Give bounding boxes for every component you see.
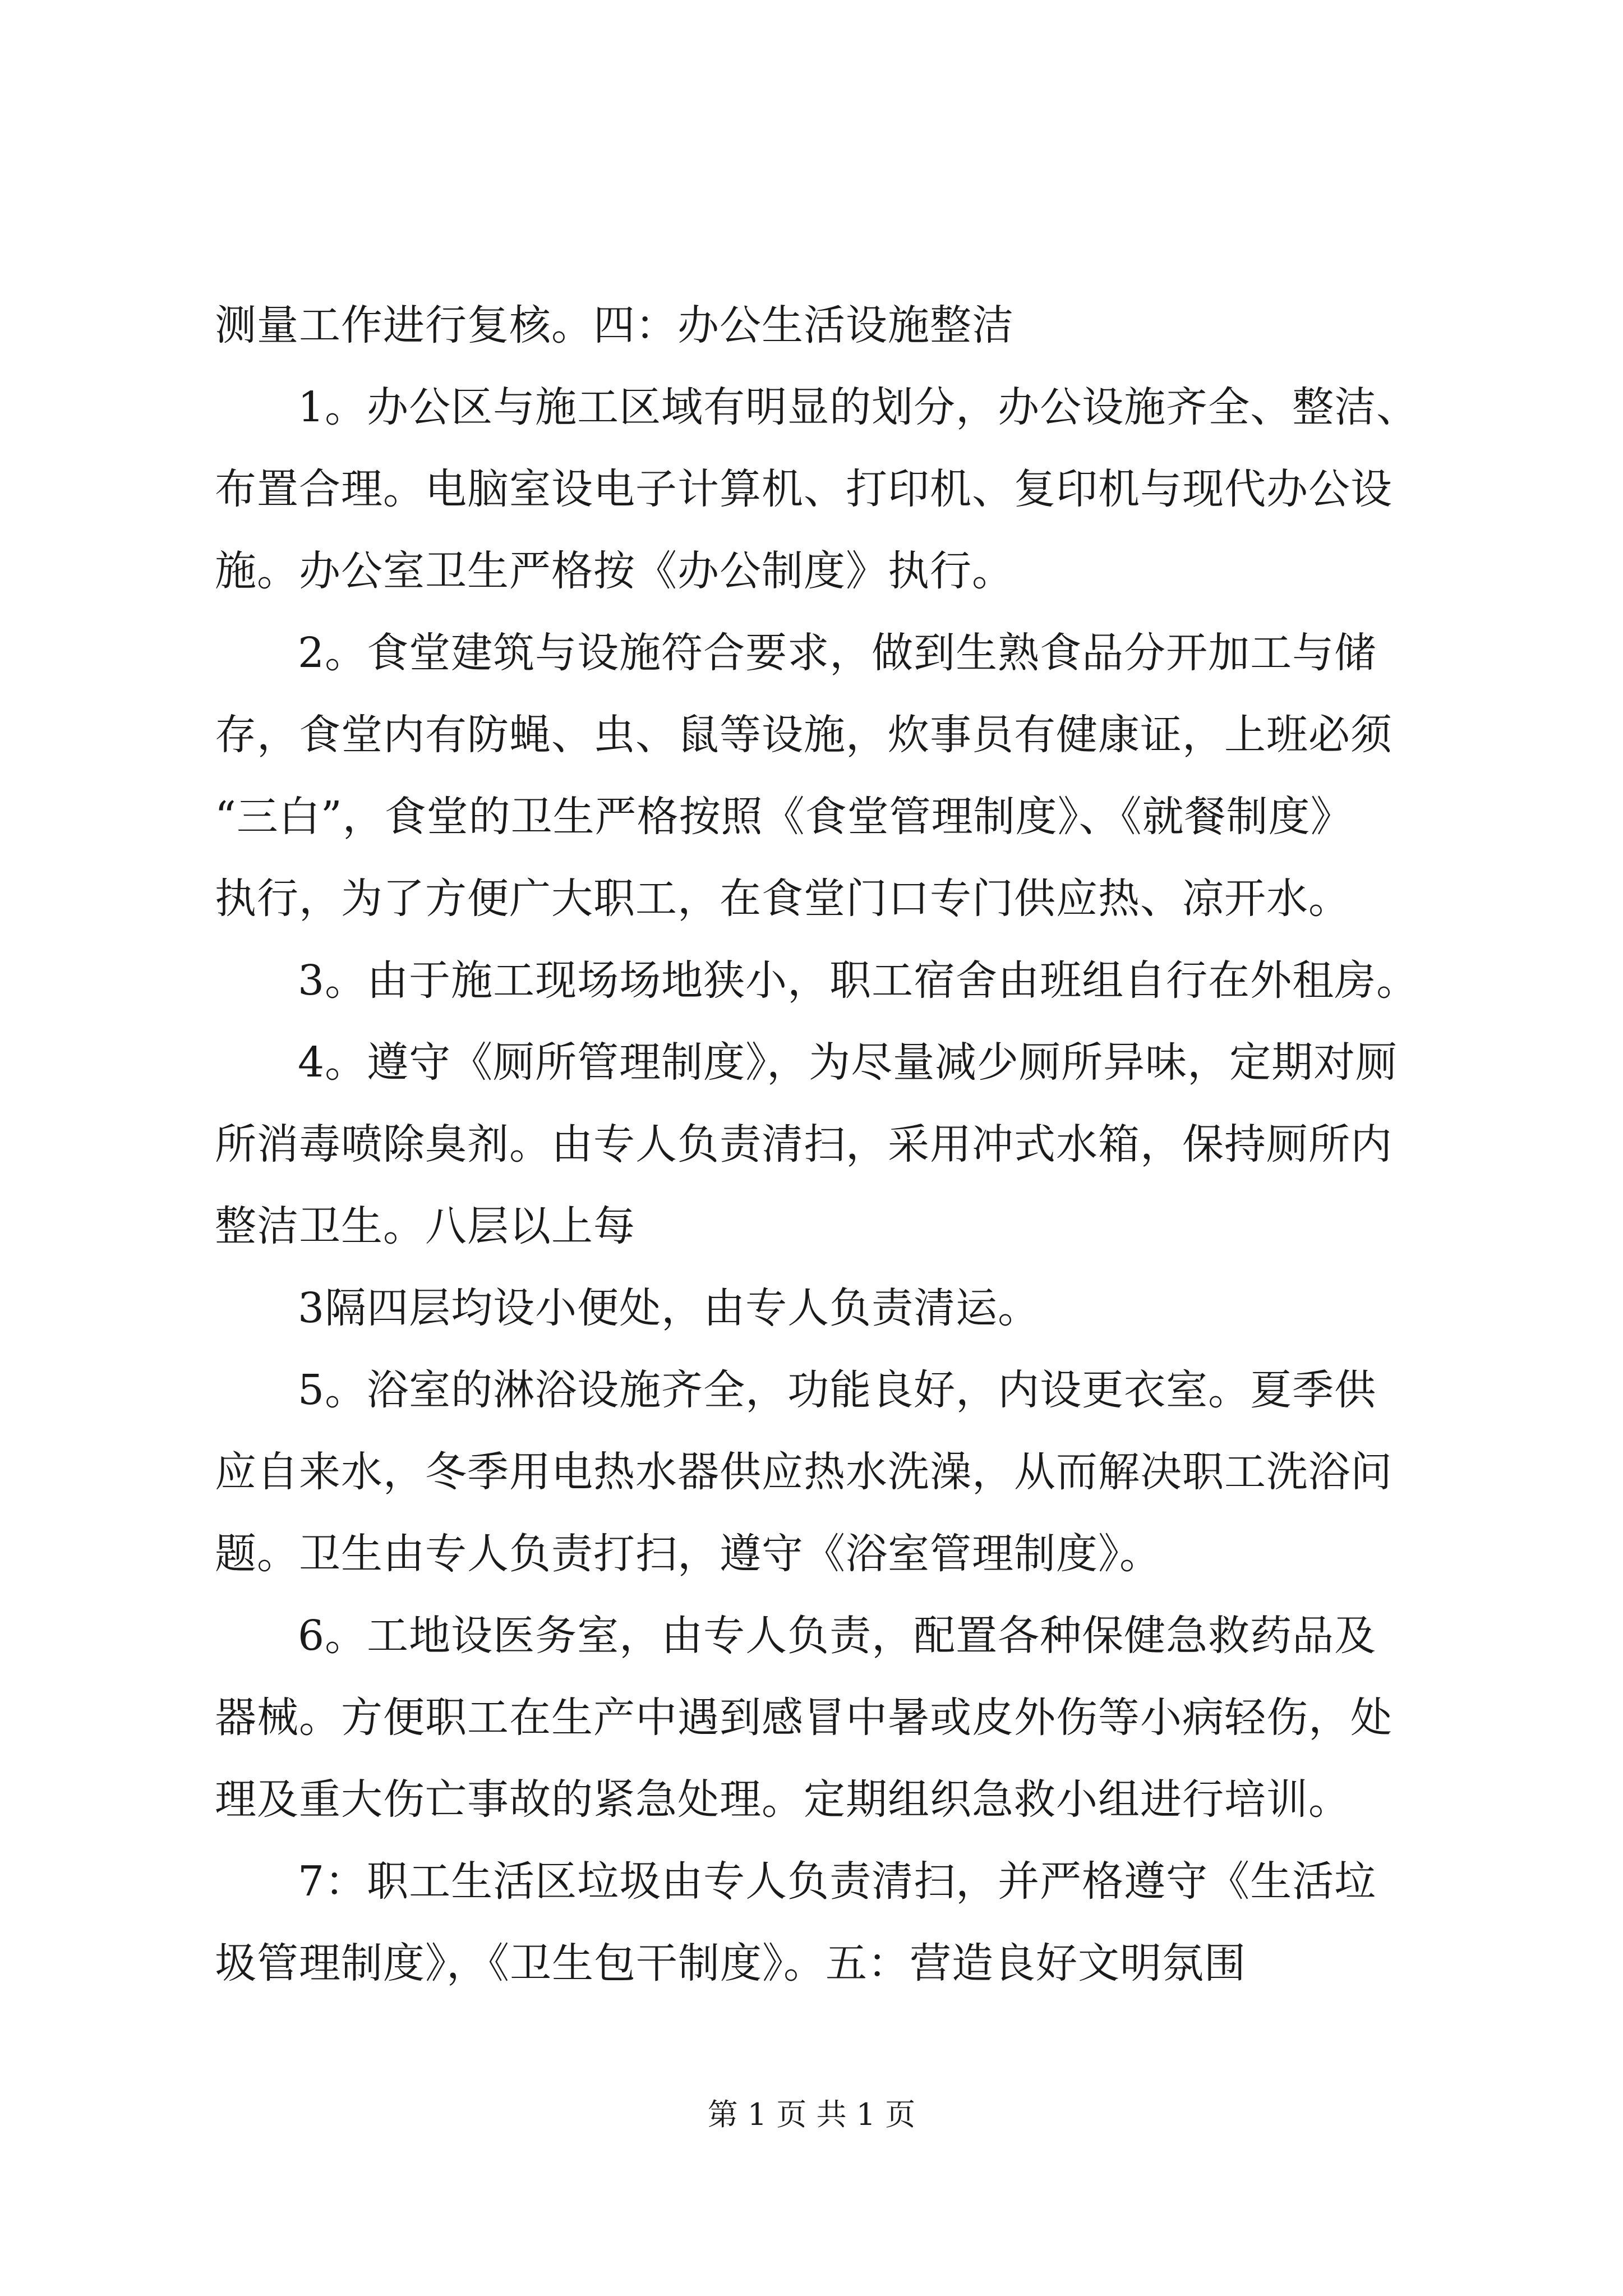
text-line: 应自来水，冬季用电热水器供应热水洗澡，从而解决职工洗浴问	[215, 1448, 1393, 1496]
text-line: “三白”，食堂的卫生严格按照《食堂管理制度》、《就餐制度》	[215, 793, 1353, 841]
text-line: 存，食堂内有防蝇、虫、鼠等设施，炊事员有健康证，上班必须	[215, 711, 1393, 759]
text-line: 所消毒喷除臭剂。由专人负责清扫，采用冲式水箱，保持厕所内	[215, 1120, 1393, 1168]
text-line: 4。遵守《厕所管理制度》，为尽量减少厕所异味，定期对厕	[298, 1038, 1398, 1087]
page-number-footer: 第 1 页 共 1 页	[707, 2097, 916, 2132]
text-line: 理及重大伤亡事故的紧急处理。定期组织急救小组进行培训。	[215, 1775, 1350, 1824]
text-line: 测量工作进行复核。四：办公生活设施整洁	[215, 301, 1014, 349]
text-line: 7：职工生活区垃圾由专人负责清扫，并严格遵守《生活垃	[298, 1857, 1377, 1906]
text-line: 5。浴室的淋浴设施齐全，功能良好，内设更衣室。夏季供	[298, 1366, 1377, 1414]
text-line: 1。办公区与施工区域有明显的划分，办公设施齐全、整洁、	[298, 383, 1419, 431]
text-line: 3隔四层均设小便处，由专人负责清运。	[298, 1284, 1040, 1332]
text-line: 题。卫生由专人负责打扫，遵守《浴室管理制度》。	[215, 1530, 1161, 1578]
text-line: 6。工地设医务室，由专人负责，配置各种保健急救药品及	[298, 1612, 1377, 1660]
text-line: 圾管理制度》，《卫生包干制度》。五：营造良好文明氛围	[215, 1939, 1246, 1987]
text-line: 器械。方便职工在生产中遇到感冒中暑或皮外伤等小病轻伤，处	[215, 1694, 1393, 1742]
text-line: 执行，为了方便广大职工，在食堂门口专门供应热、凉开水。	[215, 875, 1350, 923]
text-line: 3。由于施工现场场地狭小，职工宿舍由班组自行在外租房。	[298, 956, 1419, 1005]
text-line: 施。办公室卫生严格按《办公制度》执行。	[215, 547, 1014, 595]
text-line: 2。食堂建筑与设施符合要求，做到生熟食品分开加工与储	[298, 629, 1377, 677]
text-line: 布置合理。电脑室设电子计算机、打印机、复印机与现代办公设	[215, 465, 1393, 513]
text-line: 整洁卫生。八层以上每	[215, 1202, 635, 1250]
